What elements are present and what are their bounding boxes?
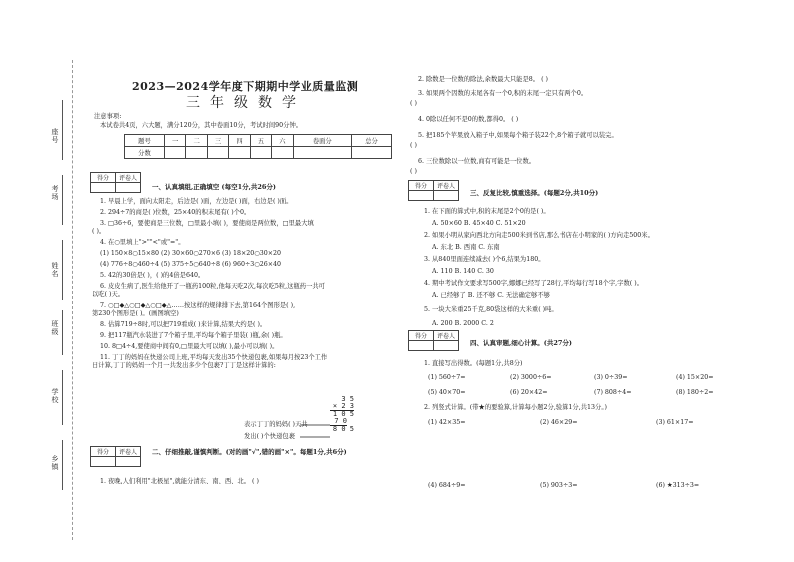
binding-dashed-line	[72, 60, 73, 540]
calc-line: 7 0	[330, 418, 347, 426]
section1-body	[92, 198, 328, 370]
score-col-1: 一	[164, 135, 185, 147]
grader-score-cell[interactable]	[91, 457, 116, 467]
s4-sub1: 1. 直接写出得数。(每题1分,共8分)	[424, 360, 523, 367]
s1-line: 6. 皮皮生病了,医生给他开了一瓶药100粒,他每天吃2次,每次吃5粒,这瓶药一共可	[100, 283, 325, 290]
s1-line: 3. □36÷6，要使商是三位数，□里最小填( )，要使商是两位数，□里最大填	[100, 220, 314, 227]
oral-calc-6: (6) 20×42=	[510, 389, 548, 396]
vertical-calc-1: (1) 42×35=	[428, 419, 466, 426]
s1-line: 日计算,丁丁的妈妈一个月一共发出多少个包裹?丁丁是这样计算的:	[92, 362, 276, 369]
s2-line: 5. 把185个苹果放入箱子中,如果每个箱子装22个,8个箱子就可以装完。	[418, 132, 618, 139]
s3-line: 3. 从840里面连续减去( )个6,结果为180。	[424, 256, 545, 263]
score-cell[interactable]	[164, 147, 185, 159]
score-col-label: 题号	[125, 135, 165, 147]
oral-calc-7: (7) 808÷4=	[594, 389, 632, 396]
sidebar-line	[62, 100, 63, 160]
s3-line: 2. 如果小明从家向西北方向走500米到书店,那么书店在小明家的( )方向走500米。	[424, 232, 654, 239]
s3-option: A. 东北 B. 西南 C. 东南	[432, 244, 500, 251]
score-cell[interactable]	[272, 147, 293, 159]
score-cell[interactable]	[207, 147, 228, 159]
s2-line: 3. 如果两个因数的末尾各有一个0,积的末尾一定只有两个0。	[418, 90, 588, 97]
s1-line: 1. 早晨上学，面向太阳走，后边是( )面，左边是( )面，右边是( )面。	[100, 198, 293, 205]
s1-line: (1) 150×8○15×80 (2) 30×60○270×6 (3) 18×20○30×20	[100, 250, 282, 257]
grader-reviewer-cell[interactable]	[116, 457, 141, 467]
s1-line: 7. ○□◆△○□◆△○□◆△……按这样的规律排下去,第164个图形是( ),	[100, 302, 296, 309]
notes-text: 本试卷共4页，六大题，满分120分，其中卷面10分，考试时间90分钟。	[100, 122, 303, 129]
s2-line: ( )	[410, 168, 417, 175]
notes-label: 注意事项:	[94, 113, 122, 120]
score-row-label: 分数	[125, 147, 165, 159]
calc-line: 3 5	[341, 395, 354, 403]
s3-line: 4. 期中考试作文要求写500字,娜娜已经写了28行,平均每行写18个字,字数( )。	[424, 280, 643, 287]
score-col-neatness: 卷面分	[293, 135, 351, 147]
s2-line: 4. 0除以任何不是0的数,都得0。 ( )	[418, 116, 519, 123]
vertical-calc-6: (6) ★313÷3=	[656, 482, 700, 489]
score-col-6: 六	[272, 135, 293, 147]
score-col-5: 五	[250, 135, 271, 147]
score-cell[interactable]	[186, 147, 207, 159]
s1-line: 10. 8□4÷4,要使商中间有0,□里最大可以填( ),最小可以填( )。	[100, 343, 279, 350]
calc-arrows	[300, 414, 334, 444]
vertical-calc-3: (3) 61×17=	[656, 419, 694, 426]
grader-reviewer-label: 评卷人	[116, 447, 141, 457]
grader-score-label: 得分	[409, 181, 434, 191]
sidebar-line	[62, 370, 63, 425]
sidebar-label-room: 考场	[51, 185, 59, 201]
section1-title: 一、认真填组,正确填空 (每空1分,共26分)	[152, 183, 277, 191]
sidebar-label-school: 学校	[51, 388, 59, 404]
oral-calc-4: (4) 15×20=	[676, 374, 714, 381]
section3-body	[424, 208, 654, 328]
s1-line: (4) 776÷8○460÷4 (5) 375÷5○640÷8 (6) 960÷3○26×40	[100, 261, 282, 268]
s3-option: A. 110 B. 140 C. 30	[432, 268, 494, 275]
s1-line: 以吃( )天。	[92, 291, 125, 298]
s4-sub2: 2. 列竖式计算。(带★的要验算,计算每小题2分,验算1分,共13分。)	[424, 404, 607, 411]
score-cell[interactable]	[229, 147, 250, 159]
sidebar-line	[62, 175, 63, 225]
vertical-calc-5: (5) 903÷3=	[540, 482, 578, 489]
score-col-3: 三	[207, 135, 228, 147]
calc-line: × 2 3	[330, 403, 354, 411]
s2-line: 1. 夜晚,人们利用"北极星",就能分清东、南、西、北。 ( )	[100, 478, 259, 485]
score-table-header-row	[125, 135, 392, 147]
s3-line: 1. 在下面的算式中,积的末尾是2个0的是( )。	[424, 208, 550, 215]
sidebar-label-class: 班级	[51, 320, 59, 336]
s1-line: 4. 在○里填上">""<"或"="。	[100, 239, 185, 246]
s2-line: ( )	[410, 100, 417, 107]
s1-line: 11. 丁丁的妈妈在快递公司上班,平均每天发出35个快递包裹,如果每月按23个工作	[100, 354, 328, 361]
oral-calc-3: (3) 0÷39=	[594, 374, 628, 381]
exam-title: 2023—2024学年度下期期中学业质量监测	[132, 80, 359, 93]
sidebar-label-seat: 座号	[51, 128, 59, 144]
sidebar-line	[62, 440, 63, 490]
s3-option: A. 50×60 B. 45×40 C. 51×20	[432, 220, 526, 227]
grader-score-cell[interactable]	[91, 183, 116, 193]
s1-line: 第230个图形是( )。(画图填空)	[92, 310, 179, 317]
score-table-value-row	[125, 147, 392, 159]
s1-line: 2. 294÷7的商是( )位数，25×40的积末尾有( )个0。	[100, 209, 251, 216]
grader-reviewer-label: 评卷人	[434, 331, 459, 341]
calc-line: 1 0 5	[332, 410, 354, 418]
oral-calc-1: (1) 560÷7=	[428, 374, 466, 381]
s3-line: 5. 一块大米重25千克,80袋这样的大米重( )吨。	[424, 306, 558, 313]
calc-line: 8 0 5	[332, 425, 354, 433]
s2-line: ( )	[410, 142, 417, 149]
sidebar-line	[62, 240, 63, 300]
score-col-total: 总分	[352, 135, 392, 147]
vertical-calc-4: (4) 684÷9=	[428, 482, 466, 489]
calc-note-1: 表示丁丁的妈妈( )天共	[244, 421, 308, 428]
section2-body-right	[410, 76, 618, 176]
grader-box-section1	[90, 172, 141, 193]
section4-title: 四、认真审题,细心计算。(共27分)	[470, 339, 572, 347]
grader-reviewer-label: 评卷人	[116, 173, 141, 183]
score-cell[interactable]	[352, 147, 392, 159]
calc-note-2: 发出( )个快递包裹	[244, 433, 295, 440]
grader-reviewer-label: 评卷人	[434, 181, 459, 191]
grader-reviewer-cell[interactable]	[434, 341, 459, 351]
grader-box-section3	[408, 180, 459, 201]
score-table	[124, 134, 392, 159]
s3-option: A. 200 B. 2000 C. 2	[432, 320, 494, 327]
score-col-4: 四	[229, 135, 250, 147]
grader-score-cell[interactable]	[409, 191, 434, 201]
grader-reviewer-cell[interactable]	[434, 191, 459, 201]
s1-line: ( )。	[92, 228, 106, 235]
sidebar-label-town: 乡镇	[51, 455, 59, 471]
score-col-2: 二	[186, 135, 207, 147]
grader-score-label: 得分	[409, 331, 434, 341]
sidebar-label-name: 姓名	[51, 262, 59, 278]
exam-subtitle: 三年级数学	[186, 95, 306, 111]
s2-line: 6. 三位数除以一位数,商有可能是一位数。	[418, 158, 536, 165]
oral-calc-2: (2) 3000÷6=	[510, 374, 552, 381]
vertical-calc-2: (2) 46×29=	[540, 419, 578, 426]
s1-line: 8. 估算719÷8时,可以把719看成( )来计算,结果大约是( )。	[100, 321, 267, 328]
grader-reviewer-cell[interactable]	[116, 183, 141, 193]
grader-score-label: 得分	[91, 173, 116, 183]
grader-score-label: 得分	[91, 447, 116, 457]
grader-box-section4	[408, 330, 459, 351]
sidebar-line	[62, 310, 63, 355]
section2-title: 二、仔细推敲,谨慎判断。(对的画"√",错的画"×"。每题1分,共6分)	[152, 448, 347, 456]
s1-line: 9. 把117瓶汽水装进了7个箱子里,平均每个箱子里装( )瓶,余( )瓶。	[100, 332, 287, 339]
score-cell[interactable]	[250, 147, 271, 159]
oral-calc-5: (5) 40×70=	[428, 389, 466, 396]
grader-score-cell[interactable]	[409, 341, 434, 351]
s3-option: A. 已经够了 B. 还不够 C. 无法确定够不够	[432, 292, 550, 299]
section3-title: 三、反复比较,慎重选择。(每题2分,共10分)	[470, 189, 599, 197]
s2-line: 2. 除数是一位数的除法,余数最大只能是8。 ( )	[418, 76, 548, 83]
s1-line: 5. 42的30倍是( )，( )的4倍是640。	[100, 272, 205, 279]
grader-box-section2	[90, 446, 141, 467]
score-cell[interactable]	[293, 147, 351, 159]
oral-calc-8: (8) 180÷2=	[676, 389, 714, 396]
